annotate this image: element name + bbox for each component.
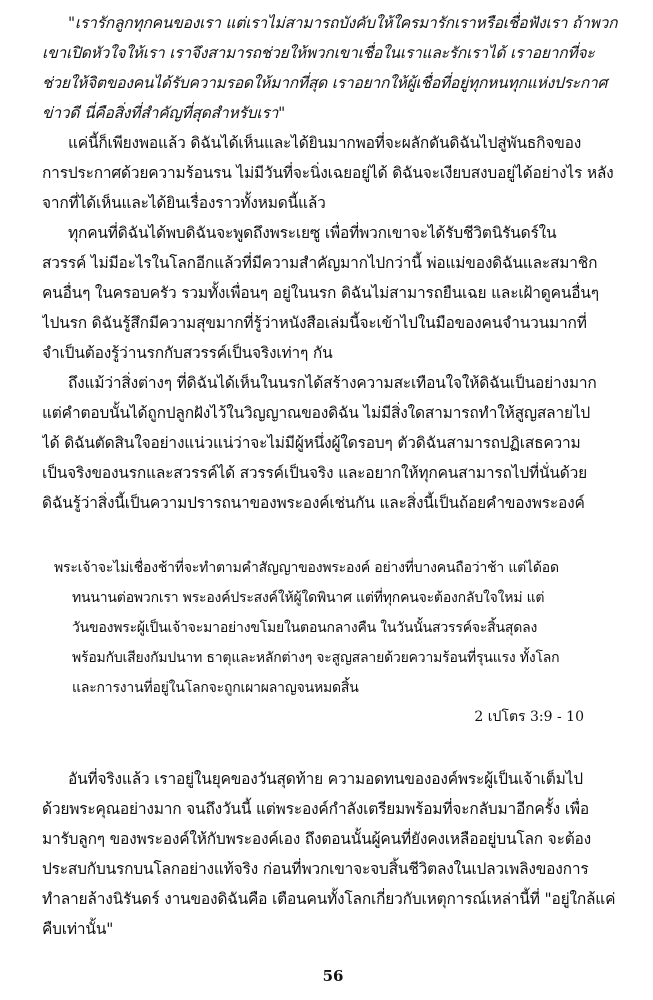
body-line: ทำลายล้างนิรันดร์ งานของดิฉันคือ เตือนคนทั้งโลกเกี่ยวกับเหตุการณ์เหล่านี้ที่ "อยู่ใกล้แค่	[42, 890, 616, 908]
scripture-line: และการงานที่อยู่ในโลกจะถูกเผาผลาญจนหมดสิ้น	[72, 680, 359, 696]
scripture-line: พร้อมกับเสียงกัมปนาท ธาตุและหลักต่างๆ จะสูญสลายด้วยความร้อนที่รุนแรง ทั้งโลก	[72, 650, 560, 666]
quote-line: เขาเปิดหัวใจให้เรา เราจึงสามารถช่วยให้พวกเขาเชื่อในเราและรักเราได้ เราอยากที่จะ	[42, 44, 595, 62]
body-line: คนอื่นๆ ในครอบครัว รวมทั้งเพื่อนๆ อยู่ในนรก ดิฉันไม่สามารถยืนเฉย และเฝ้าดูคนอื่นๆ	[42, 284, 599, 302]
body-line: คืบเท่านั้น"	[42, 920, 114, 938]
body-line: ได้ ดิฉันตัดสินใจอย่างแน่วแน่ว่าจะไม่มีผู้หนึ่งผู้ใดรอบๆ ตัวดิฉันสามารถปฏิเสธความ	[42, 434, 581, 452]
body-line: แค่นี้ก็เพียงพอแล้ว ดิฉันได้เห็นและได้ยินมากพอที่จะผลักดันดิฉันไปสู่พันธกิจของ	[68, 134, 582, 152]
body-line: ทุกคนที่ดิฉันได้พบดิฉันจะพูดถึงพระเยซู เพื่อที่พวกเขาจะได้รับชีวิตนิรันดร์ใน	[68, 224, 557, 242]
body-line: สวรรค์ ไม่มีอะไรในโลกอีกแล้วที่มีความสำคัญมากไปกว่านี้ พ่อแม่ของดิฉันและสมาชิก	[42, 254, 598, 272]
body-line: ด้วยพระคุณอย่างมาก จนถึงวันนี้ แต่พระองค์กำลังเตรียมพร้อมที่จะกลับมาอีกครั้ง เพื่อ	[42, 800, 589, 818]
body-line: จำเป็นต้องรู้ว่านรกกับสวรรค์เป็นจริงเท่าๆ กัน	[42, 344, 333, 362]
scripture-line: วันของพระผู้เป็นเจ้าจะมาอย่างขโมยในตอนกลางคืน ในวันนั้นสวรรค์จะสิ้นสุดลง	[72, 620, 538, 636]
page-number: 56	[322, 967, 344, 985]
body-line: ดิฉันรู้ว่าสิ่งนี้เป็นความปรารถนาของพระองค์เช่นกัน และสิ่งนี้เป็นถ้อยคำของพระองค์	[42, 494, 585, 512]
quote-line: "เรารักลูกทุกคนของเรา แต่เราไม่สามารถบังคับให้ใครมารักเราหรือเชื่อฟังเรา ถ้าพวก	[68, 14, 618, 32]
body-line: จากที่ได้เห็นและได้ยินเรื่องราวทั้งหมดนี้แล้ว	[42, 194, 326, 212]
body-line: ประสบกับนรกบนโลกอย่างแท้จริง ก่อนที่พวกเขาจะจบสิ้นชีวิตลงในเปลวเพลิงของการ	[42, 860, 589, 878]
quote-line: ช่วยให้จิตของคนได้รับความรอดให้มากที่สุด เราอยากให้ผู้เชื่อที่อยู่ทุกหนทุกแห่งประกาศ	[42, 74, 608, 92]
body-line: อันที่จริงแล้ว เราอยู่ในยุคของวันสุดท้าย ความอดทนขององค์พระผู้เป็นเจ้าเต็มไป	[68, 770, 583, 788]
body-line: ไปนรก ดิฉันรู้สึกมีความสุขมากที่รู้ว่าหนังสือเล่มนี้จะเข้าไปในมือของคนจำนวนมากที่	[42, 314, 587, 332]
book-page	[42, 2, 624, 1000]
scripture-line: พระเจ้าจะไม่เชื่องช้าที่จะทำตามคำสัญญาของพระองค์ อย่างที่บางคนถือว่าช้า แต่ได้อด	[54, 560, 559, 576]
scripture-line: ทนนานต่อพวกเรา พระองค์ประสงค์ให้ผู้ใดพินาศ แต่ที่ทุกคนจะต้องกลับใจใหม่ แต่	[72, 590, 545, 606]
body-line: แต่คำตอบนั้นได้ถูกปลูกฝังไว้ในวิญญาณของดิฉัน ไม่มีสิ่งใดสามารถทำให้สูญสลายไป	[42, 404, 591, 422]
body-line: มารับลูกๆ ของพระองค์ให้กับพระองค์เอง ถึงตอนนั้นผู้คนที่ยังคงเหลืออยู่บนโลก จะต้อง	[42, 830, 592, 848]
body-line: เป็นจริงของนรกและสวรรค์ได้ สวรรค์เป็นจริง และอยากให้ทุกคนสามารถไปที่นั่นด้วย	[42, 464, 588, 482]
body-line: ถึงแม้ว่าสิ่งต่างๆ ที่ดิฉันได้เห็นในนรกได้สร้างความสะเทือนใจให้ดิฉันเป็นอย่างมาก	[68, 374, 597, 392]
scripture-reference: 2 เปโตร 3:9 - 10	[474, 709, 584, 725]
body-line: การประกาศด้วยความร้อนรน ไม่มีวันที่จะนิ่งเฉยอยู่ได้ ดิฉันจะเงียบสงบอยู่ได้อย่างไร หลัง	[42, 164, 614, 182]
quote-line: ข่าวดี นี่คือสิ่งที่สำคัญที่สุดสำหรับเรา"	[42, 104, 286, 122]
